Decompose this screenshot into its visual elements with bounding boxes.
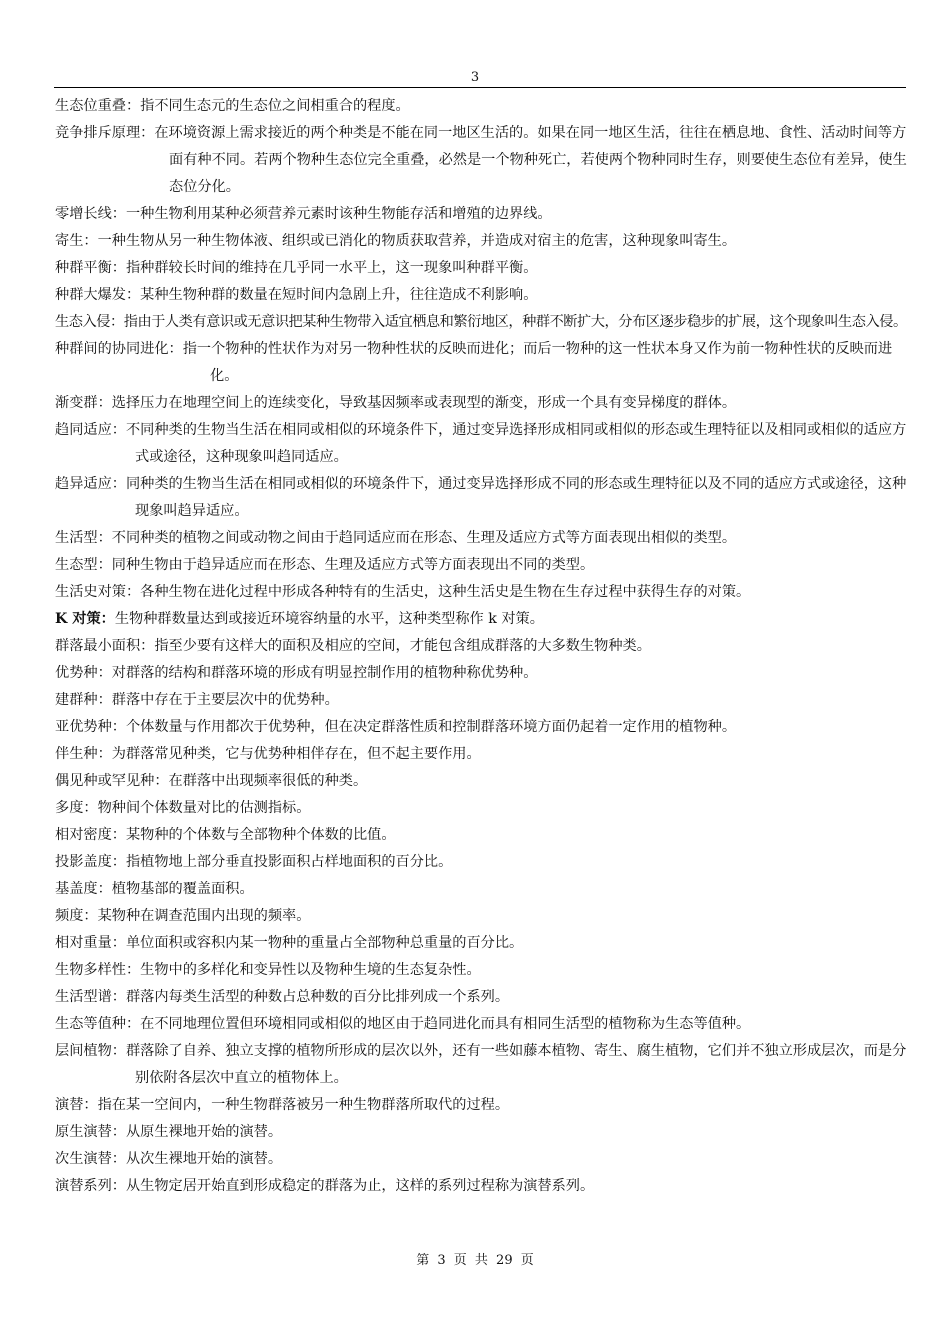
entry-primary-succession [55,1119,907,1146]
entry-definition: 指植物地上部分垂直投影面积占样地面积的百分比。 [125,854,453,870]
entry-definition: 个体数量与作用都次于优势种，但在决定群落性质和控制群落环境方面仍起着一定作用的植物种。 [125,719,737,735]
entry-definition: 物种间个体数量对比的估测指标。 [97,800,311,816]
entry-biodiversity [55,957,907,984]
entry-term: 竞争排斥原理： [55,125,155,141]
entry-coevolution [55,336,907,390]
entry-term: 伴生种： [55,746,112,762]
entry-term: 生态位重叠： [55,98,141,114]
entry-term: 投影盖度： [55,854,126,870]
entry-definition: 一种生物利用某种必须营养元素时该种生物能存活和增殖的边界线。 [125,206,552,222]
entry-term: 相对密度： [55,827,126,843]
entry-definition: 不同种类的生物当生活在相同或相似的环境条件下，通过变异选择形成相同或相似的形态或生理特征以及相同或相似的适应方式或途径，这种现象叫趋同适应。 [125,422,907,465]
entry-term: 趋同适应： [55,422,126,438]
entry-definition: 群落内每类生活型的种数占总种数的百分比排列成一个系列。 [125,989,510,1005]
entry-definition: 同种生物由于趋异适应而在形态、生理及适应方式等方面表现出不同的类型。 [111,557,595,573]
entry-definition: 群落除了自养、独立支撑的植物所形成的层次以外，还有一些如藤本植物、寄生、腐生植物，它们并不独立形成层次，而是分别依附各层次中直立的植物体上。 [125,1043,907,1086]
entry-term: 优势种： [55,665,112,681]
entry-definition: 植物基部的覆盖面积。 [111,881,254,897]
entry-definition: 从生物定居开始直到形成稳定的群落为止，这样的系列过程称为演替系列。 [125,1178,595,1194]
footer-page-indicator: 第 3 页 共 29 页 [416,1253,534,1268]
entry-term: 基盖度： [55,881,112,897]
entry-companion-species [55,741,907,768]
entry-term: 演替系列： [55,1178,126,1194]
entry-term: 生态等值种： [55,1016,141,1032]
entry-definition: 某种生物种群的数量在短时间内急剧上升，往往造成不利影响。 [140,287,538,303]
glossary-content [55,93,907,1200]
entry-population-balance [55,255,907,282]
entry-definition: 选择压力在地理空间上的连续变化，导致基因频率或表现型的渐变，形成一个具有变异梯度的群体。 [111,395,737,411]
entry-definition: 生物种群数量达到或接近环境容纳量的水平，这种类型称作 k 对策。 [114,611,544,627]
entry-relative-density [55,822,907,849]
entry-zero-growth-line [55,201,907,228]
entry-definition: 对群落的结构和群落环境的形成有明显控制作用的植物种称优势种。 [111,665,538,681]
entry-secondary-succession [55,1146,907,1173]
entry-sere [55,1173,907,1200]
entry-definition: 单位面积或容积内某一物种的重量占全部物种总重量的百分比。 [125,935,524,951]
entry-definition: 从原生裸地开始的演替。 [125,1124,283,1140]
entry-definition: 从次生裸地开始的演替。 [125,1151,283,1167]
entry-term: 演替： [55,1097,98,1113]
entry-dominant-species [55,660,907,687]
entry-term: 寄生： [55,233,98,249]
entry-life-form-spectrum [55,984,907,1011]
entry-relative-weight [55,930,907,957]
entry-competitive-exclusion [55,120,907,201]
entry-term: 渐变群： [55,395,112,411]
entry-parasitism [55,228,907,255]
entry-definition: 各种生物在进化过程中形成各种特有的生活史，这种生活史是生物在生存过程中获得生存的对策。 [140,584,751,600]
header-rule [54,87,906,88]
entry-definition: 某物种在调查范围内出现的频率。 [97,908,311,924]
entry-life-history-strategy [55,579,907,606]
entry-term: 生态型： [55,557,112,573]
entry-term: 亚优势种： [55,719,126,735]
entry-basal-cover [55,876,907,903]
entry-definition: 群落中存在于主要层次中的优势种。 [111,692,339,708]
entry-definition: 在不同地理位置但环境相同或相似的地区由于趋同进化而具有相同生活型的植物称为生态等值种。 [140,1016,751,1032]
entry-term: 建群种： [55,692,112,708]
entry-succession [55,1092,907,1119]
entry-term: 多度： [55,800,98,816]
entry-definition: 在群落中出现频率很低的种类。 [168,773,368,789]
entry-definition: 在环境资源上需求接近的两个种类是不能在同一地区生活的。如果在同一地区生活，往往在栖息地、食性、活动时间等方面有种不同。若两个物种生态位完全重叠，必然是一个物种死亡，若使两个物种同时生存，则要使生态位有差异，使生态位分化。 [154,125,907,195]
entry-divergent-adaptation [55,471,907,525]
entry-niche-overlap [55,93,907,120]
entry-definition: 指在某一空间内，一种生物群落被另一种生物群落所取代的过程。 [97,1097,510,1113]
entry-term: 生活型谱： [55,989,126,1005]
entry-cline [55,390,907,417]
entry-term: 零增长线： [55,206,126,222]
entry-definition: 为群落常见种类，它与优势种相伴存在，但不起主要作用。 [111,746,481,762]
entry-term: 偶见种或罕见种： [55,773,169,789]
entry-ecological-invasion [55,309,907,336]
entry-convergent-adaptation [55,417,907,471]
entry-term: 生物多样性： [55,962,141,978]
entry-term: 种群间的协同进化： [55,341,183,357]
entry-definition: 生物中的多样化和变异性以及物种生境的生态复杂性。 [140,962,481,978]
entry-term: 频度： [55,908,98,924]
entry-term: 种群大爆发： [55,287,141,303]
entry-definition: 同种类的生物当生活在相同或相似的环境条件下，通过变异选择形成不同的形态或生理特征以及不同的适应方式或途径，这种现象叫趋异适应。 [125,476,907,519]
entry-term: K 对策： [55,611,115,627]
entry-population-outbreak [55,282,907,309]
entry-term: 群落最小面积： [55,638,155,654]
entry-term: 种群平衡： [55,260,126,276]
entry-definition: 指至少要有这样大的面积及相应的空间，才能包含组成群落的大多数生物种类。 [154,638,651,654]
entry-rare-species [55,768,907,795]
header-page-number: 3 [470,70,480,85]
entry-projective-cover [55,849,907,876]
entry-definition: 指一个物种的性状作为对另一物种性状的反映而进化；而后一物种的这一性状本身又作为前一物种性状的反映而进化。 [182,341,893,384]
entry-definition: 指种群较长时间的维持在几乎同一水平上，这一现象叫种群平衡。 [125,260,538,276]
entry-term: 相对重量： [55,935,126,951]
entry-definition: 不同种类的植物之间或动物之间由于趋同适应而在形态、生理及适应方式等方面表现出相似的类型。 [111,530,737,546]
entry-interlayer-plants [55,1038,907,1092]
entry-definition: 某物种的个体数与全部物种个体数的比值。 [125,827,396,843]
entry-definition: 一种生物从另一种生物体液、组织或已消化的物质获取营养，并造成对宿主的危害，这种现象叫寄生。 [97,233,737,249]
entry-definition: 指不同生态元的生态位之间相重合的程度。 [140,98,410,114]
entry-ecotype [55,552,907,579]
entry-term: 次生演替： [55,1151,126,1167]
entry-abundance [55,795,907,822]
entry-k-strategy [55,606,907,633]
entry-ecological-equivalent [55,1011,907,1038]
entry-term: 生态入侵： [55,314,124,330]
entry-minimal-area [55,633,907,660]
entry-definition: 指由于人类有意识或无意识把某种生物带入适宜栖息和繁衍地区，种群不断扩大，分布区逐步稳步的扩展，这个现象叫生态入侵。 [123,314,907,330]
entry-constructive-species [55,687,907,714]
entry-term: 趋异适应： [55,476,126,492]
entry-term: 层间植物： [55,1043,126,1059]
entry-term: 原生演替： [55,1124,126,1140]
entry-life-form [55,525,907,552]
entry-term: 生活史对策： [55,584,141,600]
entry-subdominant-species [55,714,907,741]
entry-term: 生活型： [55,530,112,546]
entry-frequency [55,903,907,930]
